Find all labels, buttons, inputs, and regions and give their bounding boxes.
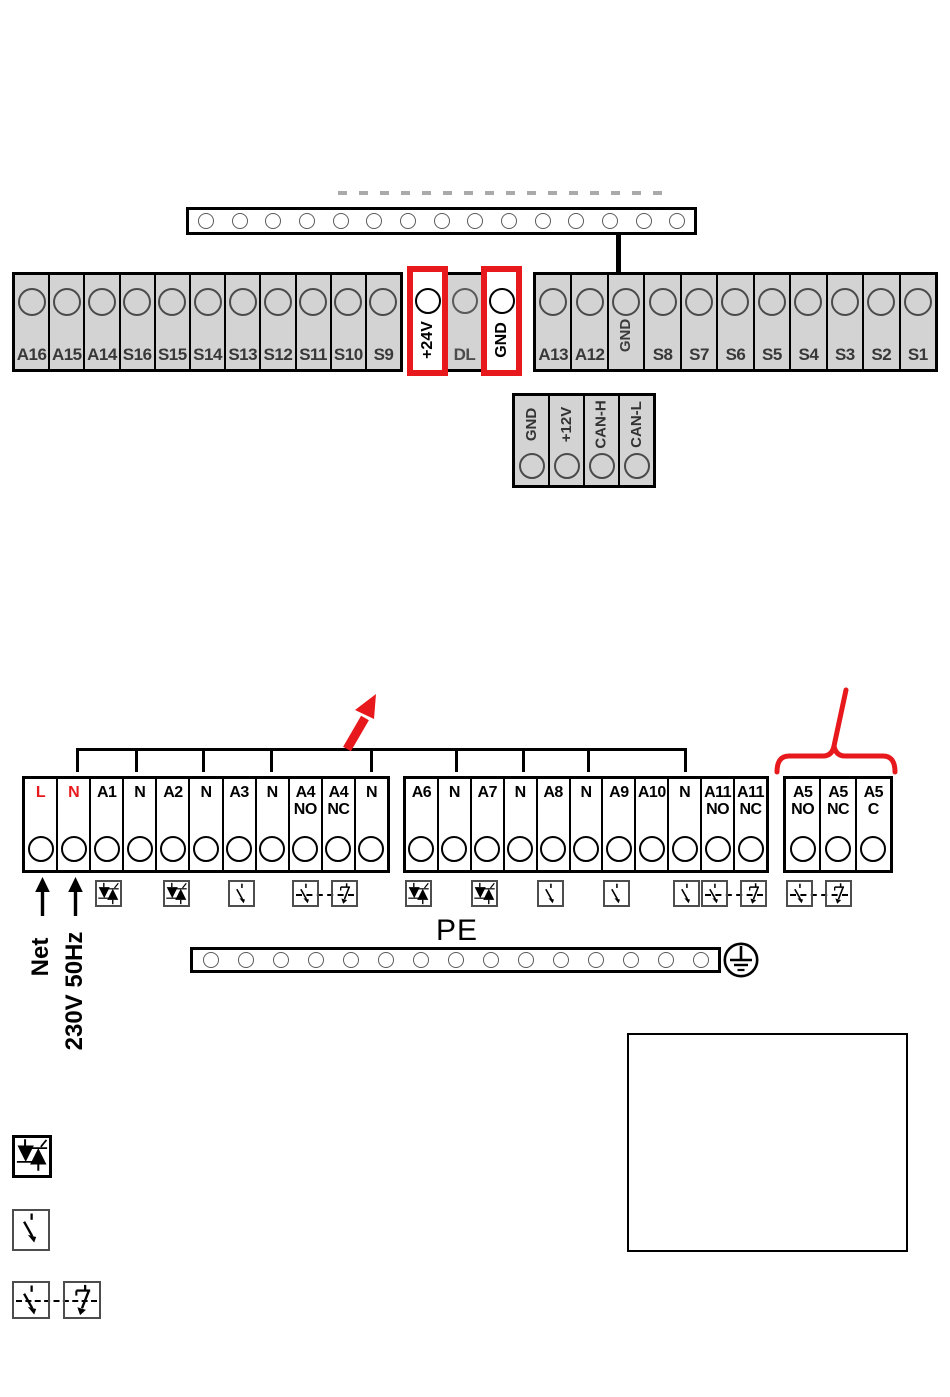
terminal-label: A16	[16, 345, 47, 364]
empty-note-box	[627, 1033, 908, 1252]
can-bus-block	[512, 393, 656, 488]
terminal-hole	[53, 288, 81, 316]
terminal-+12v	[548, 396, 583, 485]
terminal-label: A7	[477, 784, 497, 801]
terminal-s9	[365, 275, 400, 369]
terminal-hole	[519, 453, 545, 479]
terminal-label-line2: NO	[293, 801, 317, 818]
output-terminal-block-2	[403, 776, 769, 873]
terminal-label-line2: NO	[791, 801, 815, 818]
terminal-hole	[343, 952, 359, 968]
terminal-s11	[295, 275, 330, 369]
terminal-hole	[413, 952, 429, 968]
terminal-hole	[229, 288, 257, 316]
symbol-a11-nc relay-nc-contact-icon	[740, 880, 767, 907]
terminal-hole	[238, 952, 254, 968]
terminal-hole	[325, 836, 351, 862]
terminal-n	[569, 779, 602, 870]
terminal-label: N	[200, 784, 212, 801]
terminal-label: N	[68, 784, 80, 801]
up-arrow-icon	[34, 877, 51, 922]
terminal-label: A1	[97, 784, 117, 801]
comb-tick	[76, 748, 79, 772]
terminal-label: A6	[411, 784, 432, 801]
terminal-hole	[273, 952, 289, 968]
terminal-label-wrap	[515, 398, 548, 451]
terminal-hole	[160, 836, 186, 862]
terminal-hole	[434, 213, 450, 229]
terminal-gnd	[607, 275, 643, 369]
terminal-label: GND	[617, 318, 635, 352]
gnd-bus-wire	[616, 233, 621, 274]
terminal-n	[188, 779, 221, 870]
terminal-a8	[536, 779, 569, 870]
terminal-hole	[588, 952, 604, 968]
symbol-a10 relay-no-contact-icon	[673, 880, 700, 907]
terminal-hole	[193, 836, 219, 862]
terminal-hole	[658, 952, 674, 968]
terminal-hole	[589, 453, 615, 479]
clipped-text-remnant	[338, 191, 668, 195]
terminal-s4	[789, 275, 825, 369]
terminal-n	[56, 779, 89, 870]
supply-voltage-label: 230V 50Hz	[61, 931, 88, 1051]
terminal-a9	[601, 779, 634, 870]
terminal-label: A5 NC	[821, 784, 854, 818]
terminal-label: S11	[299, 345, 327, 364]
terminal-hole	[441, 836, 467, 862]
terminal-hole	[28, 836, 54, 862]
bar-slot	[256, 213, 290, 229]
terminal-hole	[94, 836, 120, 862]
terminal-label: N	[266, 784, 278, 801]
red-arrow-icon	[335, 690, 387, 757]
terminal-a11-nc	[733, 779, 766, 870]
terminal-hole	[904, 288, 932, 316]
comb-tick	[135, 748, 138, 772]
terminal-hole	[624, 453, 650, 479]
terminal-s8	[643, 275, 679, 369]
terminal-a12	[570, 275, 606, 369]
terminal-hole	[685, 288, 713, 316]
terminal-hole	[194, 288, 222, 316]
terminal-label: S6	[725, 345, 746, 364]
bar-slot	[473, 952, 508, 968]
terminal-s10	[330, 275, 365, 369]
terminal-hole	[265, 213, 281, 229]
bar-slot	[263, 952, 298, 968]
bar-slot	[438, 952, 473, 968]
pe-label: PE	[436, 914, 479, 947]
terminal-label: S1	[907, 345, 928, 364]
terminal-label: A11 NC	[737, 784, 764, 818]
terminal-hole	[308, 952, 324, 968]
bar-slot	[368, 952, 403, 968]
terminal-label: A3	[229, 784, 249, 801]
terminal-label-line2: NC	[739, 801, 762, 818]
terminal-a10	[634, 779, 667, 870]
terminal-s12	[259, 275, 294, 369]
terminal-a16	[15, 275, 48, 369]
terminal-label: N	[365, 784, 378, 801]
terminal-hole	[127, 836, 153, 862]
terminal-label: A4 NC	[323, 784, 354, 818]
terminal-hole	[573, 836, 599, 862]
bar-slot	[290, 213, 324, 229]
symbol-a1 triac-icon	[95, 880, 122, 907]
sensor-terminal-block-right	[533, 272, 938, 372]
terminal-hole	[636, 213, 652, 229]
terminal-can-h	[583, 396, 618, 485]
terminal-hole	[18, 288, 46, 316]
terminal-label: S14	[193, 345, 222, 364]
terminal-s15	[154, 275, 189, 369]
bar-slot	[508, 952, 543, 968]
terminal-label: N	[679, 784, 691, 801]
terminal-gnd	[515, 396, 548, 485]
terminal-label: GND	[523, 407, 540, 442]
terminal-label: A13	[538, 345, 569, 364]
terminal-label: A11 NO	[704, 784, 732, 818]
symbol-a5-nc relay-nc-contact-icon	[825, 880, 852, 907]
bar-slot	[660, 213, 694, 229]
bar-slot	[357, 213, 391, 229]
bar-slot	[324, 213, 358, 229]
terminal-hole	[825, 836, 851, 862]
terminal-n	[503, 779, 536, 870]
terminal-label: N	[514, 784, 526, 801]
pe-bar	[190, 947, 721, 973]
output-terminal-block-1	[22, 776, 390, 873]
bar-slot	[683, 952, 718, 968]
terminal-a4-nc	[321, 779, 354, 870]
terminal-hole	[483, 952, 499, 968]
terminal-hole	[518, 952, 534, 968]
comb-tick	[455, 748, 458, 772]
symbol-a4-no relay-no-contact-icon	[292, 880, 319, 907]
terminal-a3	[222, 779, 255, 870]
terminal-hole	[448, 952, 464, 968]
terminal-label: S9	[373, 345, 394, 364]
bar-slot	[189, 213, 223, 229]
terminal-hole	[408, 836, 434, 862]
terminal-hole	[358, 836, 384, 862]
terminal-label: A12	[574, 345, 605, 364]
comb-tick	[202, 748, 205, 772]
terminal-s5	[753, 275, 789, 369]
terminal-label: A15	[51, 345, 82, 364]
comb-tick	[522, 748, 525, 772]
terminal-hole	[623, 952, 639, 968]
terminal-plus24v-highlight	[407, 266, 448, 376]
earth-ground-icon	[722, 941, 760, 984]
terminal-hole	[366, 213, 382, 229]
terminal-label-wrap	[550, 398, 583, 451]
terminal-hole	[669, 213, 685, 229]
terminal-hole	[452, 288, 478, 314]
legend-changeover-contact-no relay-no-contact-icon	[12, 1281, 50, 1319]
terminal-hole	[378, 952, 394, 968]
terminal-hole	[721, 288, 749, 316]
terminal-label-line2: NC	[826, 801, 850, 818]
terminal-hole	[474, 836, 500, 862]
terminal-dl-label: DL	[453, 345, 476, 364]
terminal-hole	[554, 453, 580, 479]
terminal-label-line2: NO	[706, 801, 730, 818]
terminal-label: A10	[637, 784, 666, 801]
terminal-a11-no	[700, 779, 733, 870]
terminal-hole	[794, 288, 822, 316]
terminal-label: A8	[543, 784, 563, 801]
terminal-hole	[369, 288, 397, 316]
terminal-label-line2: C	[867, 801, 879, 818]
net-label: Net	[27, 937, 54, 977]
terminal-hole	[867, 288, 895, 316]
terminal-label-line2: NC	[327, 801, 350, 818]
terminal-hole	[568, 213, 584, 229]
terminal-s13	[224, 275, 259, 369]
up-arrow-icon	[67, 877, 84, 922]
terminal-a14	[83, 275, 118, 369]
bar-slot	[298, 952, 333, 968]
terminal-s1	[899, 275, 935, 369]
terminal-a1	[89, 779, 122, 870]
terminal-label: S10	[333, 345, 363, 364]
symbol-a5-no relay-no-contact-icon	[786, 880, 813, 907]
terminal-a5-no	[786, 779, 819, 870]
terminal-n	[354, 779, 387, 870]
terminal-hole	[232, 213, 248, 229]
terminal-label: A4 NO	[290, 784, 321, 818]
terminal-hole	[226, 836, 252, 862]
bar-slot	[593, 213, 627, 229]
terminal-hole	[203, 952, 219, 968]
terminal-label-wrap	[609, 303, 643, 367]
terminal-hole	[259, 836, 285, 862]
bar-slot	[333, 952, 368, 968]
terminal-s7	[680, 275, 716, 369]
terminal-hole	[860, 836, 886, 862]
symbol-a6 triac-icon	[405, 880, 432, 907]
terminal-hole	[693, 952, 709, 968]
terminal-label: S3	[834, 345, 855, 364]
terminal-label: S15	[157, 345, 187, 364]
terminal-label: A5 C	[857, 784, 890, 818]
terminal-hole	[790, 836, 816, 862]
bar-slot	[425, 213, 459, 229]
terminal-hole	[639, 836, 665, 862]
terminal-a6	[406, 779, 437, 870]
terminal-label: S16	[122, 345, 152, 364]
terminal-label: L	[35, 784, 46, 801]
terminal-hole	[501, 213, 517, 229]
terminal-label: N	[448, 784, 460, 801]
terminal-hole	[540, 836, 566, 862]
terminal-hole	[602, 213, 618, 229]
bar-slot	[492, 213, 526, 229]
terminal-label: A5 NO	[786, 784, 819, 818]
terminal-hole	[334, 288, 362, 316]
terminal-hole	[606, 836, 632, 862]
terminal-s6	[716, 275, 752, 369]
terminal-label: S2	[871, 345, 892, 364]
terminal-hole	[158, 288, 186, 316]
terminal-a13	[536, 275, 570, 369]
terminal-hole	[333, 213, 349, 229]
terminal-label: N	[580, 784, 592, 801]
terminal-hole	[299, 213, 315, 229]
symbol-a3 relay-no-contact-icon	[228, 880, 255, 907]
bar-slot	[526, 213, 560, 229]
terminal-hole	[576, 288, 604, 316]
legend-changeover-contact-nc relay-nc-contact-icon	[63, 1281, 101, 1319]
terminal-hole	[758, 288, 786, 316]
bar-slot	[543, 952, 578, 968]
terminal-dl	[446, 272, 483, 372]
terminal-label-wrap	[585, 398, 618, 451]
terminal-gnd-highlight	[481, 266, 522, 376]
terminal-l	[25, 779, 56, 870]
bar-slot	[578, 952, 613, 968]
terminal-hole	[831, 288, 859, 316]
terminal-hole	[123, 288, 151, 316]
terminal-n	[122, 779, 155, 870]
bar-slot	[458, 213, 492, 229]
terminal-hole	[507, 836, 533, 862]
terminal-hole	[553, 952, 569, 968]
terminal-label: N	[134, 784, 146, 801]
comb-tick	[270, 748, 273, 772]
terminal-a5-nc	[819, 779, 854, 870]
terminal-n	[255, 779, 288, 870]
output-terminal-block-a5	[783, 776, 893, 873]
terminal-s16	[119, 275, 154, 369]
terminal-label: S4	[798, 345, 819, 364]
bar-slot	[403, 952, 438, 968]
terminal-label: S7	[689, 345, 709, 364]
terminal-plus24v-label: +24V	[418, 321, 436, 359]
terminal-a7	[470, 779, 503, 870]
terminal-n	[667, 779, 700, 870]
terminal-a4-no	[288, 779, 321, 870]
terminal-hole	[61, 836, 87, 862]
sensor-terminal-block-left	[12, 272, 403, 372]
bar-slot	[648, 952, 683, 968]
symbol-a9 relay-no-contact-icon	[603, 880, 630, 907]
bar-slot	[627, 213, 661, 229]
bar-slot	[391, 213, 425, 229]
terminal-s14	[189, 275, 224, 369]
terminal-n	[437, 779, 470, 870]
terminal-hole	[539, 288, 567, 316]
terminal-label: A9	[609, 784, 629, 801]
bar-slot	[193, 952, 228, 968]
bar-slot	[559, 213, 593, 229]
terminal-label: +12V	[558, 406, 576, 443]
terminal-hole	[415, 288, 441, 314]
terminal-a2	[155, 779, 188, 870]
terminal-label: S12	[263, 345, 293, 364]
bar-slot	[228, 952, 263, 968]
terminal-hole	[705, 836, 731, 862]
symbol-a8 relay-no-contact-icon	[537, 880, 564, 907]
terminal-a5-c	[855, 779, 890, 870]
terminal-hole	[467, 213, 483, 229]
terminal-label: A2	[163, 784, 183, 801]
terminal-hole	[649, 288, 677, 316]
terminal-s3	[826, 275, 862, 369]
bar-slot	[223, 213, 257, 229]
terminal-hole	[264, 288, 292, 316]
terminal-label: S13	[228, 345, 258, 364]
terminal-hole	[198, 213, 214, 229]
terminal-label-wrap	[620, 398, 653, 451]
symbol-a11-no relay-no-contact-icon	[701, 880, 728, 907]
a5-group-brace-icon	[771, 684, 903, 781]
terminal-label: S8	[652, 345, 673, 364]
terminal-hole	[672, 836, 698, 862]
terminal-label: S5	[762, 345, 782, 364]
legend-relay-contact-icon	[12, 1209, 50, 1251]
terminal-hole	[489, 288, 515, 314]
terminal-label: A14	[87, 345, 117, 364]
terminal-gnd-label: GND	[492, 322, 510, 358]
symbol-a7 triac-icon	[471, 880, 498, 907]
terminal-label: CAN-H	[593, 400, 611, 449]
terminal-hole	[88, 288, 116, 316]
terminal-label: CAN-L	[628, 401, 645, 448]
symbol-a2 triac-icon	[163, 880, 190, 907]
terminal-hole	[535, 213, 551, 229]
comb-tick	[684, 748, 687, 772]
terminal-can-l	[618, 396, 653, 485]
terminal-hole	[400, 213, 416, 229]
comb-tick	[587, 748, 590, 772]
terminal-hole	[738, 836, 764, 862]
terminal-hole	[299, 288, 327, 316]
sensor-bus-bar	[186, 207, 697, 235]
symbol-a4-nc relay-nc-contact-icon	[331, 880, 358, 907]
terminal-s2	[862, 275, 898, 369]
terminal-hole	[292, 836, 318, 862]
terminal-a15	[48, 275, 83, 369]
bar-slot	[613, 952, 648, 968]
legend-triac-icon	[12, 1135, 52, 1178]
